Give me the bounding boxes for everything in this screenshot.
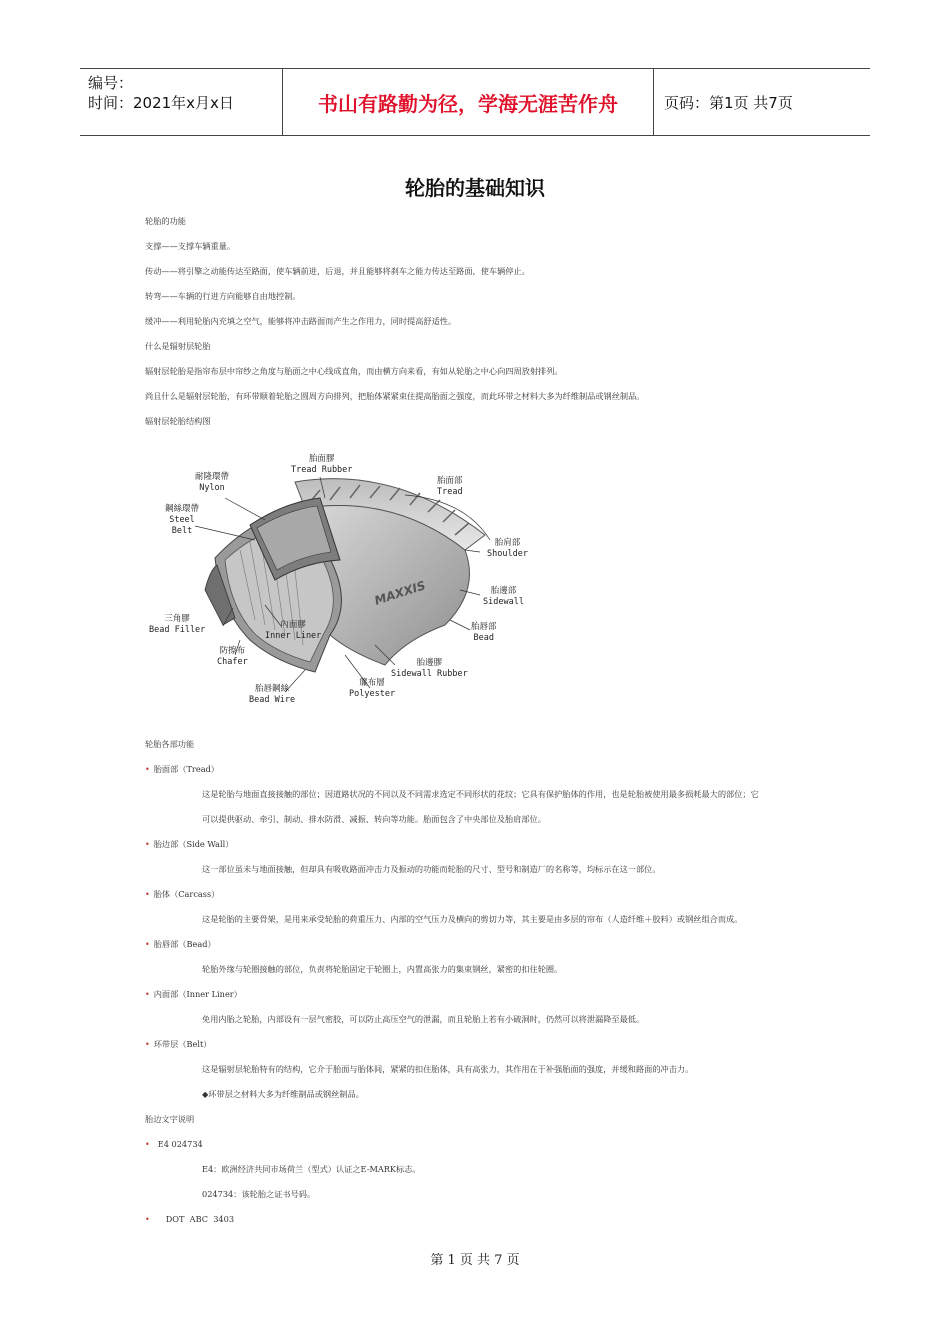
section-heading: 轮胎各部功能 <box>145 739 195 749</box>
header-time: 时间：2021年x月x日 <box>88 94 234 112</box>
paragraph: 这是轮胎与地面直接接触的部位；因道路状况的不同以及不同需求选定不同形状的花纹；它具有保护胎体的作用，也是轮胎被使用最多损耗最大的部位；它 <box>202 789 759 799</box>
paragraph: 尚且什么是辐射层轮胎，有环带顺着轮胎之圆周方向排列，把胎体紧紧束住提高胎面之强度，而此环带之材料大多为纤维制品或钢丝制品。 <box>145 391 645 401</box>
section-heading: 什么是辐射层轮胎 <box>145 341 211 351</box>
label-bead: 胎唇部 Bead <box>471 622 497 643</box>
header-meta <box>80 69 282 135</box>
paragraph: 辐射层轮胎是指帘布层中帘纱之角度与胎面之中心线成直角，而由横方向来看，有如从轮胎之中心向四周放射排列。 <box>145 366 563 376</box>
paragraph: 024734：该轮胎之证书号码。 <box>202 1189 316 1199</box>
paragraph: 这一部位虽未与地面接触，但却具有吸收路面冲击力及振动的功能而轮胎的尺寸、型号和制造厂的名称等，均标示在这一部位。 <box>202 864 661 874</box>
header-motto: 书山有路勤为径，学海无涯苦作舟 <box>282 69 654 135</box>
paragraph: 转弯——车辆的行进方向能够自由地控制。 <box>145 291 301 301</box>
label-inner-liner: 內面膠 Inner Liner <box>265 620 322 641</box>
label-bead-wire: 胎唇鋼絲 Bead Wire <box>249 684 296 705</box>
list-item: • 胎边部（Side Wall） <box>145 839 234 849</box>
paragraph: 缓冲——利用轮胎内充填之空气，能够将冲击路面而产生之作用力，同时提高舒适性。 <box>145 316 457 326</box>
paragraph: 这是辐射层轮胎特有的结构，它介于胎面与胎体间，紧紧的扣住胎体，具有高张力，其作用在于补强胎面的强度，并缓和路面的冲击力。 <box>202 1064 694 1074</box>
label-tread-rubber: 胎面膠 Tread Rubber <box>291 454 353 475</box>
paragraph: 传动——将引擎之动能传达至路面，使车辆前进，后退，并且能够将刹车之能力传达至路面，使车辆停止。 <box>145 266 530 276</box>
paragraph: 可以提供驱动、牵引、制动、排水防滑、减振、转向等功能。胎面包含了中央部位及胎肩部位。 <box>202 814 546 824</box>
section-heading: 胎边文字说明 <box>145 1114 195 1124</box>
section-heading: 轮胎的功能 <box>145 216 186 226</box>
label-nylon: 耐隆環帶 Nylon <box>195 472 230 493</box>
label-sidewall-rubber: 胎邊膠 Sidewall Rubber <box>391 658 468 679</box>
section-heading: 辐射层轮胎结构图 <box>145 416 211 426</box>
label-tread: 胎面部 Tread <box>437 476 463 497</box>
label-shoulder: 胎肩部 Shoulder <box>487 538 528 559</box>
label-sidewall: 胎邊部 Sidewall <box>483 586 524 607</box>
list-item: • 内面部（Inner Liner） <box>145 989 242 999</box>
page-header <box>80 68 870 136</box>
label-steel-belt: 鋼絲環帶 Steel Belt <box>165 504 200 536</box>
paragraph: E4：欧洲经济共同市场荷兰（型式）认证之E-MARK标志。 <box>202 1164 421 1174</box>
header-id: 编号： <box>88 74 134 92</box>
list-item: • DOT ABC 3403 <box>145 1214 235 1224</box>
tire-structure-diagram <box>145 440 528 712</box>
list-item: • 环带层（Belt） <box>145 1039 212 1049</box>
document-title: 轮胎的基础知识 <box>405 176 545 200</box>
paragraph: 这是轮胎的主要骨架，是用来承受轮胎的荷重压力、内部的空气压力及横向的剪切力等，其主要是由多层的帘布（人造纤维＋胶料）或钢丝组合而成。 <box>202 914 743 924</box>
paragraph: 支撑——支撑车辆重量。 <box>145 241 236 251</box>
page-footer: 第 1 页 共 7 页 <box>430 1253 520 1268</box>
label-polyester: 簾布層 Polyester <box>349 678 396 699</box>
header-page-number: 页码：第1页 共7页 <box>664 93 793 112</box>
brand-logo: MAXXIS <box>372 578 428 608</box>
paragraph: ◆环带层之材料大多为纤维制品或钢丝制品。 <box>202 1089 364 1099</box>
list-item: • 胎面部（Tread） <box>145 764 219 774</box>
paragraph: 轮胎外缘与轮圈接触的部位，负责将轮胎固定于轮圈上，内置高张力的集束钢丝，紧密的扣住轮圈。 <box>202 964 563 974</box>
label-chafer: 防擦布 Chafer <box>217 646 248 667</box>
paragraph: 免用内胎之轮胎，内部设有一层气密胶，可以防止高压空气的泄漏，而且轮胎上若有小破洞时，仍然可以将泄漏降至最低。 <box>202 1014 645 1024</box>
list-item: • 胎唇部（Bead） <box>145 939 216 949</box>
list-item: • 胎体（Carcass） <box>145 889 220 899</box>
label-bead-filler: 三角膠 Bead Filler <box>149 614 206 635</box>
list-item: • E4 024734 <box>145 1139 203 1149</box>
